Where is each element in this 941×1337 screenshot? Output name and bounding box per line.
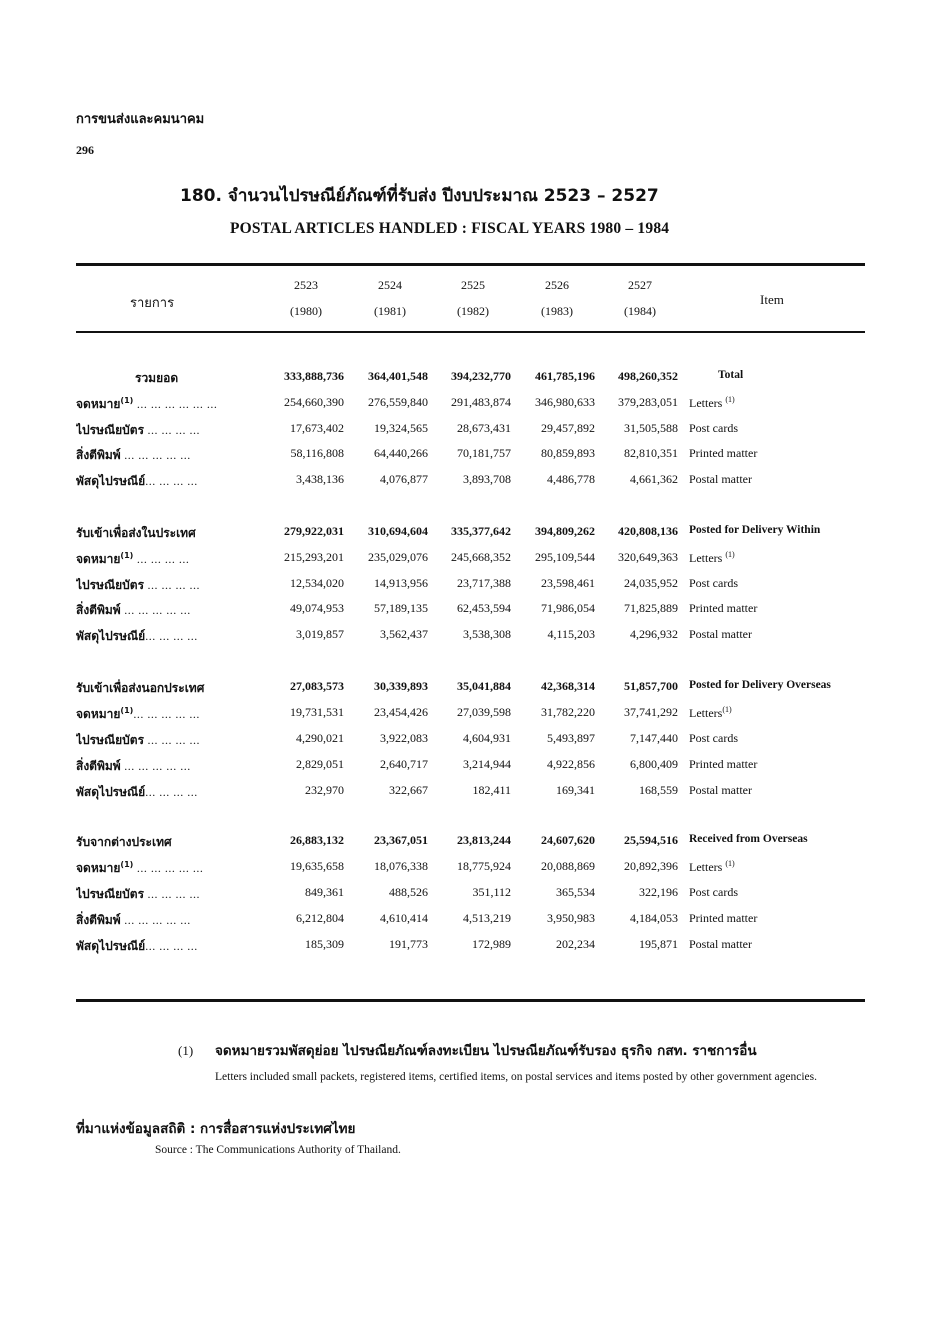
table-row-total <box>0 369 941 391</box>
row-label: พัสดุไปรษณีย์... ... ... ... <box>76 474 198 488</box>
cell-2524: 18,076,338 <box>374 859 428 873</box>
cell-2527: 82,810,351 <box>624 446 678 460</box>
row-label-english: Letters $^{(1)}$ <box>689 395 735 410</box>
row-label-english: Printed matter <box>689 911 758 925</box>
cell-2527: 168,559 <box>639 783 678 797</box>
table-row <box>0 550 941 572</box>
header-year-2524: 2524 (1981) <box>374 278 406 318</box>
cell-2527: 20,892,396 <box>624 859 678 873</box>
cell-2527: 51,857,700 <box>624 679 678 693</box>
cell-2526: 23,598,461 <box>541 576 595 590</box>
cell-2523: 185,309 <box>305 937 344 951</box>
row-label-english: Received from Overseas <box>689 833 808 845</box>
footnote-mark: (1) <box>178 1043 194 1058</box>
cell-2524: 310,694,604 <box>368 524 428 538</box>
cell-2525: 62,453,594 <box>457 601 511 615</box>
cell-2526: 3,950,983 <box>547 911 595 925</box>
cell-2525: 27,039,598 <box>457 705 511 719</box>
row-label: จดหมาย$^{(1)}$ ... ... ... ... ... ... <box>76 396 218 411</box>
cell-2524: 30,339,893 <box>374 679 428 693</box>
cell-2525: 3,893,708 <box>463 472 511 486</box>
row-label: ไปรษณียบัตร ... ... ... ... <box>76 887 201 901</box>
table-title-english: POSTAL ARTICLES HANDLED : FISCAL YEARS 1980 – 1984 <box>230 220 670 237</box>
cell-2523: 58,116,808 <box>290 446 344 460</box>
cell-2524: 235,029,076 <box>368 550 428 564</box>
cell-2523: 2,829,051 <box>296 757 344 771</box>
cell-2526: 394,809,262 <box>535 524 595 538</box>
cell-2524: 57,189,135 <box>374 601 428 615</box>
cell-2524: 14,913,956 <box>374 576 428 590</box>
row-label: รับจากต่างประเทศ <box>76 835 172 849</box>
cell-2523: 215,293,201 <box>284 550 344 564</box>
row-label-english: Printed matter <box>689 601 758 615</box>
cell-2523: 333,888,736 <box>284 369 344 383</box>
table-bottom-rule <box>76 999 865 1002</box>
row-label: ไปรษณียบัตร ... ... ... ... <box>76 733 201 747</box>
cell-2525: 4,513,219 <box>463 911 511 925</box>
cell-2527: 498,260,352 <box>618 369 678 383</box>
header-year-2526: 2526 (1983) <box>541 278 573 318</box>
row-label: รับเข้าเพื่อส่งนอกประเทศ <box>76 681 205 695</box>
cell-2523: 19,731,531 <box>290 705 344 719</box>
row-label-english: Postal matter <box>689 783 752 797</box>
row-label: สิ่งตีพิมพ์ ... ... ... ... ... <box>76 759 191 773</box>
row-label-english: Post cards <box>689 885 738 899</box>
cell-2523: 27,083,573 <box>290 679 344 693</box>
row-label-english: Posted for Delivery Overseas <box>689 679 831 691</box>
cell-2526: 169,341 <box>556 783 595 797</box>
cell-2526: 71,986,054 <box>541 601 595 615</box>
cell-2527: 31,505,588 <box>624 421 678 435</box>
running-head: การขนส่งและคมนาคม <box>76 112 205 127</box>
row-label: จดหมาย$^{(1)}$ ... ... ... ... <box>76 551 190 566</box>
table-row <box>0 627 941 649</box>
cell-2524: 23,367,051 <box>374 833 428 847</box>
cell-2523: 3,438,136 <box>296 472 344 486</box>
cell-2525: 18,775,924 <box>457 859 511 873</box>
cell-2526: 24,607,620 <box>541 833 595 847</box>
footnote-thai: จดหมายรวมพัสดุย่อย ไปรษณียภัณฑ์ลงทะเบียน ไปรษณียภัณฑ์รับรอง ธุรกิจ กสท. ราชการอื่น <box>215 1043 757 1059</box>
cell-2525: 28,673,431 <box>457 421 511 435</box>
cell-2524: 3,922,083 <box>380 731 428 745</box>
row-label: จดหมาย$^{(1)}$... ... ... ... ... <box>76 706 200 721</box>
header-item-thai: รายการ <box>130 296 175 311</box>
row-label: สิ่งตีพิมพ์ ... ... ... ... ... <box>76 448 191 462</box>
cell-2526: 80,859,893 <box>541 446 595 460</box>
table-row <box>0 859 941 881</box>
cell-2526: 295,109,544 <box>535 550 595 564</box>
cell-2523: 849,361 <box>305 885 344 899</box>
cell-2527: 37,741,292 <box>624 705 678 719</box>
cell-2525: 35,041,884 <box>457 679 511 693</box>
row-label: ไปรษณียบัตร ... ... ... ... <box>76 423 201 437</box>
cell-2527: 322,196 <box>639 885 678 899</box>
cell-2524: 3,562,437 <box>380 627 428 641</box>
cell-2523: 6,212,804 <box>296 911 344 925</box>
row-label-english: Post cards <box>689 731 738 745</box>
row-label-english: Post cards <box>689 576 738 590</box>
table-row <box>0 472 941 494</box>
cell-2524: 64,440,266 <box>374 446 428 460</box>
cell-2523: 279,922,031 <box>284 524 344 538</box>
row-label: รวมยอด <box>135 371 179 385</box>
cell-2526: 4,115,203 <box>547 627 595 641</box>
cell-2524: 23,454,426 <box>374 705 428 719</box>
row-label: พัสดุไปรษณีย์... ... ... ... <box>76 629 198 643</box>
cell-2526: 20,088,869 <box>541 859 595 873</box>
table-top-rule <box>76 263 865 266</box>
table-row <box>0 601 941 623</box>
row-label: สิ่งตีพิมพ์ ... ... ... ... ... <box>76 603 191 617</box>
cell-2527: 420,808,136 <box>618 524 678 538</box>
cell-2525: 291,483,874 <box>451 395 511 409</box>
cell-2524: 364,401,548 <box>368 369 428 383</box>
cell-2523: 49,074,953 <box>290 601 344 615</box>
table-row <box>0 783 941 805</box>
cell-2526: 29,457,892 <box>541 421 595 435</box>
source-english: Source : The Communications Authority of Thailand. <box>155 1144 401 1156</box>
header-year-2523: 2523 (1980) <box>290 278 322 318</box>
row-label-english: Letters$^{(1)}$ <box>689 705 732 720</box>
table-row <box>0 731 941 753</box>
cell-2526: 5,493,897 <box>547 731 595 745</box>
cell-2524: 488,526 <box>389 885 428 899</box>
footnote-english: Letters included small packets, registered items, certified items, on postal services and items posted by other government agencies. <box>215 1071 817 1083</box>
table-row-domestic-total <box>0 524 941 546</box>
cell-2526: 365,534 <box>556 885 595 899</box>
cell-2524: 276,559,840 <box>368 395 428 409</box>
cell-2524: 19,324,565 <box>374 421 428 435</box>
cell-2525: 4,604,931 <box>463 731 511 745</box>
header-year-2527: 2527 (1984) <box>624 278 656 318</box>
row-label-english: Post cards <box>689 421 738 435</box>
cell-2527: 4,661,362 <box>630 472 678 486</box>
row-label-english: Printed matter <box>689 757 758 771</box>
table-row <box>0 911 941 933</box>
cell-2525: 23,717,388 <box>457 576 511 590</box>
cell-2523: 3,019,857 <box>296 627 344 641</box>
table-title-thai: 180. จำนวนไปรษณีย์ภัณฑ์ที่รับส่ง ปีงบประมาณ 2523 – 2527 <box>180 186 659 206</box>
cell-2527: 25,594,516 <box>624 833 678 847</box>
header-bottom-rule <box>76 331 865 333</box>
row-label: พัสดุไปรษณีย์... ... ... ... <box>76 785 198 799</box>
cell-2525: 3,214,944 <box>463 757 511 771</box>
cell-2523: 17,673,402 <box>290 421 344 435</box>
cell-2525: 335,377,642 <box>451 524 511 538</box>
table-row <box>0 395 941 417</box>
cell-2525: 245,668,352 <box>451 550 511 564</box>
cell-2524: 4,076,877 <box>380 472 428 486</box>
cell-2524: 322,667 <box>389 783 428 797</box>
table-row-received-total <box>0 833 941 855</box>
table-row <box>0 446 941 468</box>
row-label: สิ่งตีพิมพ์ ... ... ... ... ... <box>76 913 191 927</box>
cell-2525: 182,411 <box>472 783 511 797</box>
cell-2527: 4,184,053 <box>630 911 678 925</box>
row-label-english: Total <box>718 369 744 381</box>
cell-2523: 254,660,390 <box>284 395 344 409</box>
cell-2526: 4,486,778 <box>547 472 595 486</box>
cell-2527: 71,825,889 <box>624 601 678 615</box>
row-label-english: Postal matter <box>689 937 752 951</box>
cell-2523: 4,290,021 <box>296 731 344 745</box>
cell-2524: 191,773 <box>389 937 428 951</box>
cell-2523: 19,635,658 <box>290 859 344 873</box>
cell-2527: 6,800,409 <box>630 757 678 771</box>
cell-2526: 461,785,196 <box>535 369 595 383</box>
cell-2527: 4,296,932 <box>630 627 678 641</box>
cell-2524: 2,640,717 <box>380 757 428 771</box>
cell-2527: 320,649,363 <box>618 550 678 564</box>
cell-2526: 31,782,220 <box>541 705 595 719</box>
table-row <box>0 421 941 443</box>
row-label-english: Letters $^{(1)}$ <box>689 859 735 874</box>
cell-2526: 202,234 <box>556 937 595 951</box>
table-row <box>0 757 941 779</box>
row-label: รับเข้าเพื่อส่งในประเทศ <box>76 526 196 540</box>
page-number: 296 <box>76 143 94 157</box>
cell-2525: 3,538,308 <box>463 627 511 641</box>
table-row <box>0 705 941 727</box>
row-label-english: Letters $^{(1)}$ <box>689 550 735 565</box>
cell-2525: 70,181,757 <box>457 446 511 460</box>
row-label: จดหมาย$^{(1)}$ ... ... ... ... ... <box>76 860 204 875</box>
table-row-overseas-total <box>0 679 941 701</box>
cell-2523: 26,883,132 <box>290 833 344 847</box>
source-thai: ที่มาแห่งข้อมูลสถิติ : การสื่อสารแห่งประเทศไทย <box>76 1121 356 1137</box>
cell-2523: 12,534,020 <box>290 576 344 590</box>
row-label: พัสดุไปรษณีย์... ... ... ... <box>76 939 198 953</box>
cell-2526: 4,922,856 <box>547 757 595 771</box>
row-label-english: Posted for Delivery Within <box>689 524 821 536</box>
cell-2525: 172,989 <box>472 937 511 951</box>
row-label-english: Postal matter <box>689 472 752 486</box>
cell-2527: 379,283,051 <box>618 395 678 409</box>
cell-2526: 346,980,633 <box>535 395 595 409</box>
cell-2525: 351,112 <box>472 885 511 899</box>
cell-2527: 195,871 <box>639 937 678 951</box>
cell-2527: 24,035,952 <box>624 576 678 590</box>
header-item-english: Item <box>760 292 784 307</box>
table-row <box>0 576 941 598</box>
table-row <box>0 937 941 959</box>
row-label: ไปรษณียบัตร ... ... ... ... <box>76 578 201 592</box>
cell-2523: 232,970 <box>305 783 344 797</box>
row-label-english: Printed matter <box>689 446 758 460</box>
table-row <box>0 885 941 907</box>
cell-2524: 4,610,414 <box>380 911 428 925</box>
cell-2527: 7,147,440 <box>630 731 678 745</box>
cell-2525: 394,232,770 <box>451 369 511 383</box>
header-year-2525: 2525 (1982) <box>457 278 489 318</box>
cell-2526: 42,368,314 <box>541 679 595 693</box>
cell-2525: 23,813,244 <box>457 833 511 847</box>
row-label-english: Postal matter <box>689 627 752 641</box>
